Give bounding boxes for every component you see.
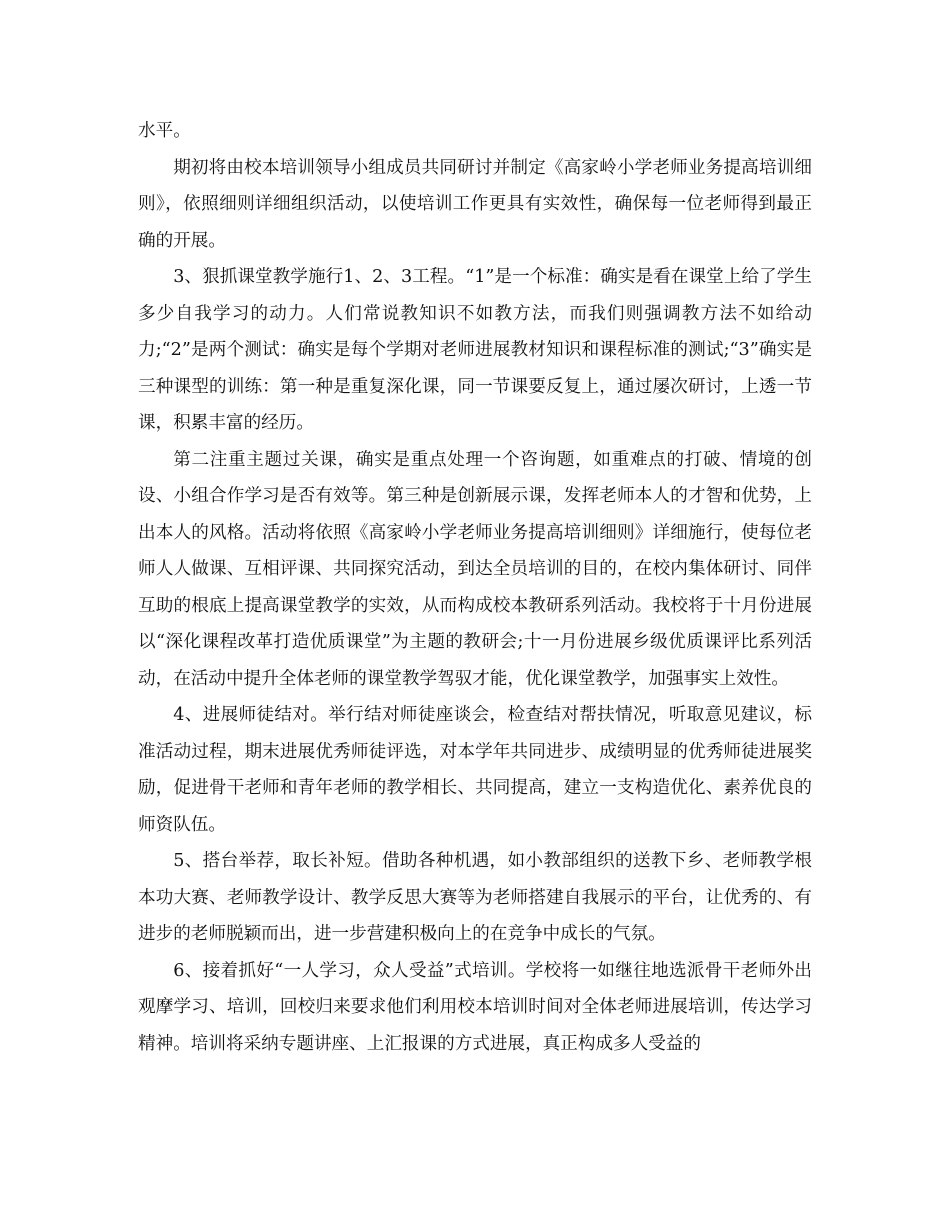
- paragraph-item-5: 5、搭台举荐，取长补短。借助各种机遇，如小教部组织的送教下乡、老师教学根本功大赛、老师教学设计、教学反思大赛等为老师搭建自我展示的平台，让优秀的、有进步的老师脱颖而出，进一步营建积极向上的在竞争中成长的气氛。: [138, 851, 812, 944]
- paragraph-training-rules: 期初将由校本培训领导小组成员共同研讨并制定《高家岭小学老师业务提高培训细则》，依照细则详细组织活动，以使培训工作更具有实效性，确保每一位老师得到最正确的开展。: [138, 157, 812, 251]
- paragraph-theme-lessons: 第二注重主题过关课，确实是重点处理一个咨询题，如重难点的打破、情境的创设、小组合作学习是否有效等。第三种是创新展示课，发挥老师本人的才智和优势，上出本人的风格。活动将依照《高家岭小学老师业务提高培训细则》详细施行，使每位老师人人做课、互相评课、共同探究活动，到达全员培训的目的，在校内集体研讨、同伴互助的根底上提高课堂教学的实效，从而构成校本教研系列活动。我校将于十月份进展以“深化课程改革打造优质课堂”为主题的教研会;十一月份进展乡级优质课评比系列活动，在活动中提升全体老师的课堂教学驾驭才能，优化课堂教学，加强事实上效性。: [138, 449, 812, 689]
- paragraph-item-4: 4、进展师徒结对。举行结对师徒座谈会，检查结对帮扶情况，听取意见建议，标准活动过程，期末进展优秀师徒评选，对本学年共同进步、成绩明显的优秀师徒进展奖励，促进骨干老师和青年老师的教学相长、共同提高，建立一支构造优化、素养优良的师资队伍。: [138, 705, 812, 835]
- document-body: [138, 113, 812, 1062]
- paragraph-item-3: 3、狠抓课堂教学施行1、2、3工程。“1”是一个标准：确实是看在课堂上给了学生多少自我学习的动力。人们常说教知识不如教方法，而我们则强调教方法不如给动力;“2”是两个测试：确实是每个学期对老师进展教材知识和课程标准的测试;“3”确实是三种课型的训练：第一种是重复深化课，同一节课要反复上，通过屡次研讨，上透一节课，积累丰富的经历。: [138, 267, 812, 433]
- paragraph-continuation: 水平。: [138, 121, 191, 141]
- paragraph-item-6: 6、接着抓好“一人学习，众人受益”式培训。学校将一如继往地选派骨干老师外出观摩学习、培训，回校归来要求他们利用校本培训时间对全体老师进展培训，传达学习精神。培训将采纳专题讲座、上汇报课的方式进展，真正构成多人受益的: [138, 960, 812, 1054]
